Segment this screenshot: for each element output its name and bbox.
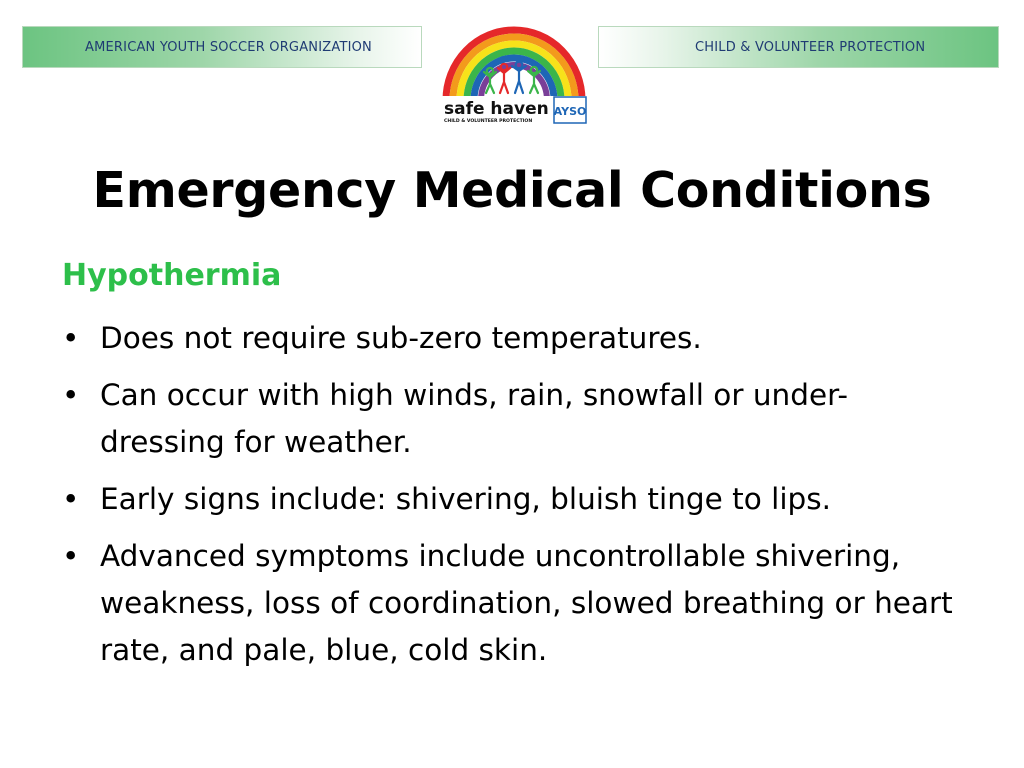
list-item bbox=[62, 476, 962, 523]
bullet-icon: • bbox=[62, 378, 80, 412]
logo-wordmark: safe haven bbox=[444, 99, 549, 119]
bullet-text: Can occur with high winds, rain, snowfall or under-dressing for weather. bbox=[100, 378, 849, 459]
bullet-icon: • bbox=[62, 321, 80, 355]
slide-title: Emergency Medical Conditions bbox=[92, 162, 932, 219]
bullet-text: Advanced symptoms include uncontrollable shivering, weakness, loss of coordination, slowed breathing or heart rate, and pale, blue, cold skin. bbox=[100, 539, 953, 667]
bullet-text: Does not require sub-zero temperatures. bbox=[100, 321, 702, 355]
safe-haven-logo bbox=[438, 14, 590, 126]
header-banner-left bbox=[22, 26, 422, 68]
bullet-icon: • bbox=[62, 482, 80, 516]
list-item bbox=[62, 315, 962, 362]
program-name: CHILD & VOLUNTEER PROTECTION bbox=[695, 39, 926, 55]
org-name: AMERICAN YOUTH SOCCER ORGANIZATION bbox=[85, 39, 372, 55]
bullet-icon: • bbox=[62, 539, 80, 573]
list-item bbox=[62, 533, 962, 674]
logo-tagline: CHILD & VOLUNTEER PROTECTION bbox=[444, 119, 533, 124]
list-item bbox=[62, 372, 962, 466]
section-heading: Hypothermia bbox=[62, 258, 282, 293]
logo-brand: AYSO bbox=[553, 105, 587, 118]
bullet-text: Early signs include: shivering, bluish tinge to lips. bbox=[100, 482, 832, 516]
bullet-list bbox=[62, 315, 962, 684]
header-banner-right bbox=[598, 26, 999, 68]
